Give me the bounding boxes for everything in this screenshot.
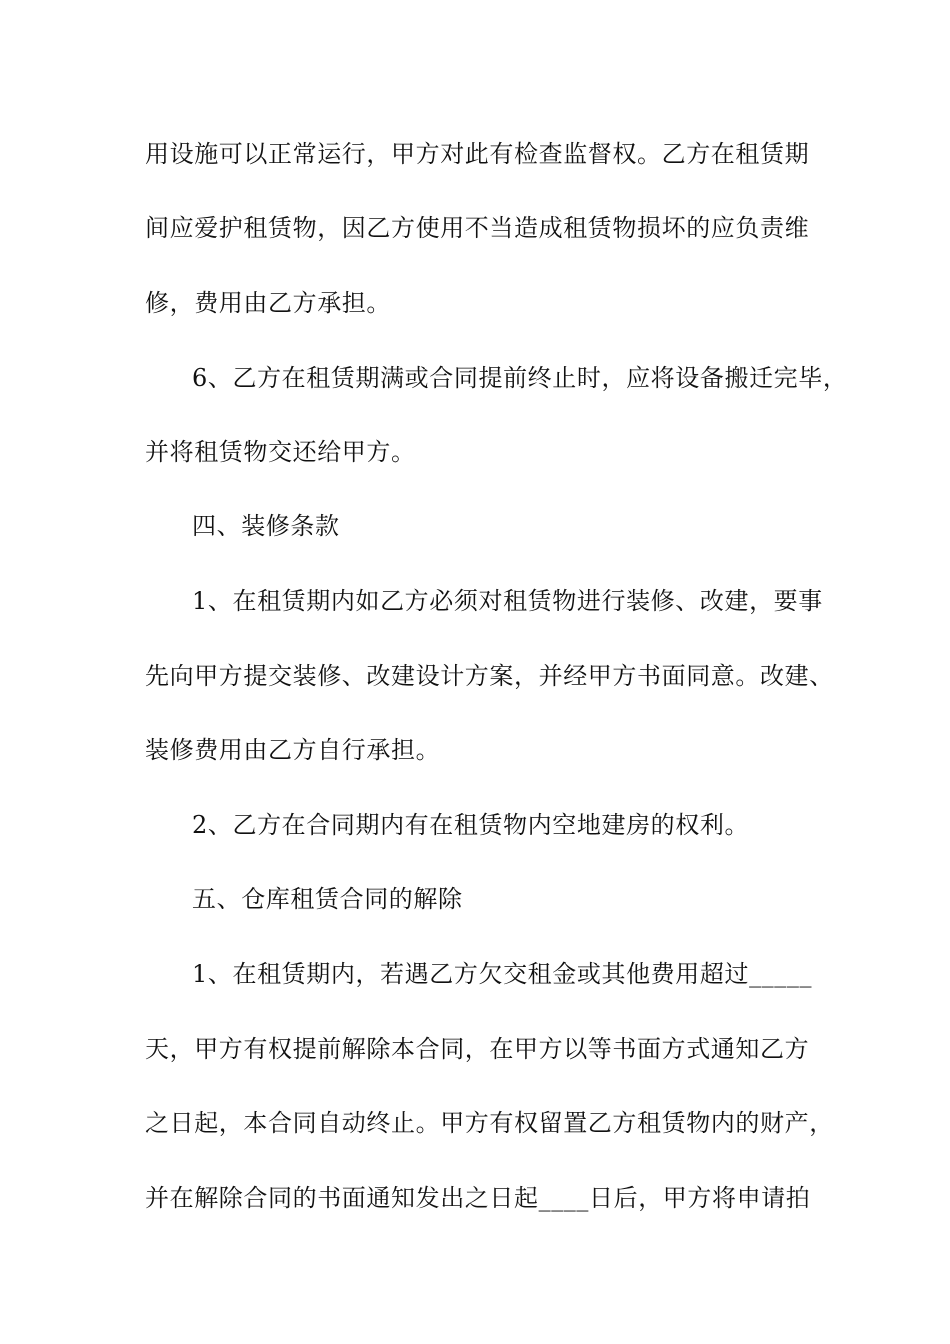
paragraph-line: 1、在租赁期内如乙方必须对租赁物进行装修、改建，要事 xyxy=(192,587,823,615)
paragraph-line: 2、乙方在合同期内有在租赁物内空地建房的权利。 xyxy=(192,811,750,839)
section-heading: 五、仓库租赁合同的解除 xyxy=(192,885,463,913)
paragraph-line: 间应爱护租赁物，因乙方使用不当造成租赁物损坏的应负责维 xyxy=(145,214,810,242)
paragraph-line: 之日起，本合同自动终止。甲方有权留置乙方租赁物内的财产， xyxy=(145,1109,834,1137)
section-heading: 四、装修条款 xyxy=(192,512,340,540)
paragraph-line: 6、乙方在租赁期满或合同提前终止时，应将设备搬迁完毕， xyxy=(192,364,848,392)
paragraph-line: 用设施可以正常运行，甲方对此有检查监督权。乙方在租赁期 xyxy=(145,140,810,168)
paragraph-line: 先向甲方提交装修、改建设计方案，并经甲方书面同意。改建、 xyxy=(145,662,834,690)
paragraph-line: 并在解除合同的书面通知发出之日起____日后，甲方将申请拍 xyxy=(145,1184,811,1212)
paragraph-line: 并将租赁物交还给甲方。 xyxy=(145,438,416,466)
paragraph-line: 1、在租赁期内，若遇乙方欠交租金或其他费用超过_____ xyxy=(192,960,813,988)
paragraph-line: 修，费用由乙方承担。 xyxy=(145,289,391,317)
paragraph-line: 装修费用由乙方自行承担。 xyxy=(145,736,441,764)
paragraph-line: 天，甲方有权提前解除本合同，在甲方以等书面方式通知乙方 xyxy=(145,1035,810,1063)
